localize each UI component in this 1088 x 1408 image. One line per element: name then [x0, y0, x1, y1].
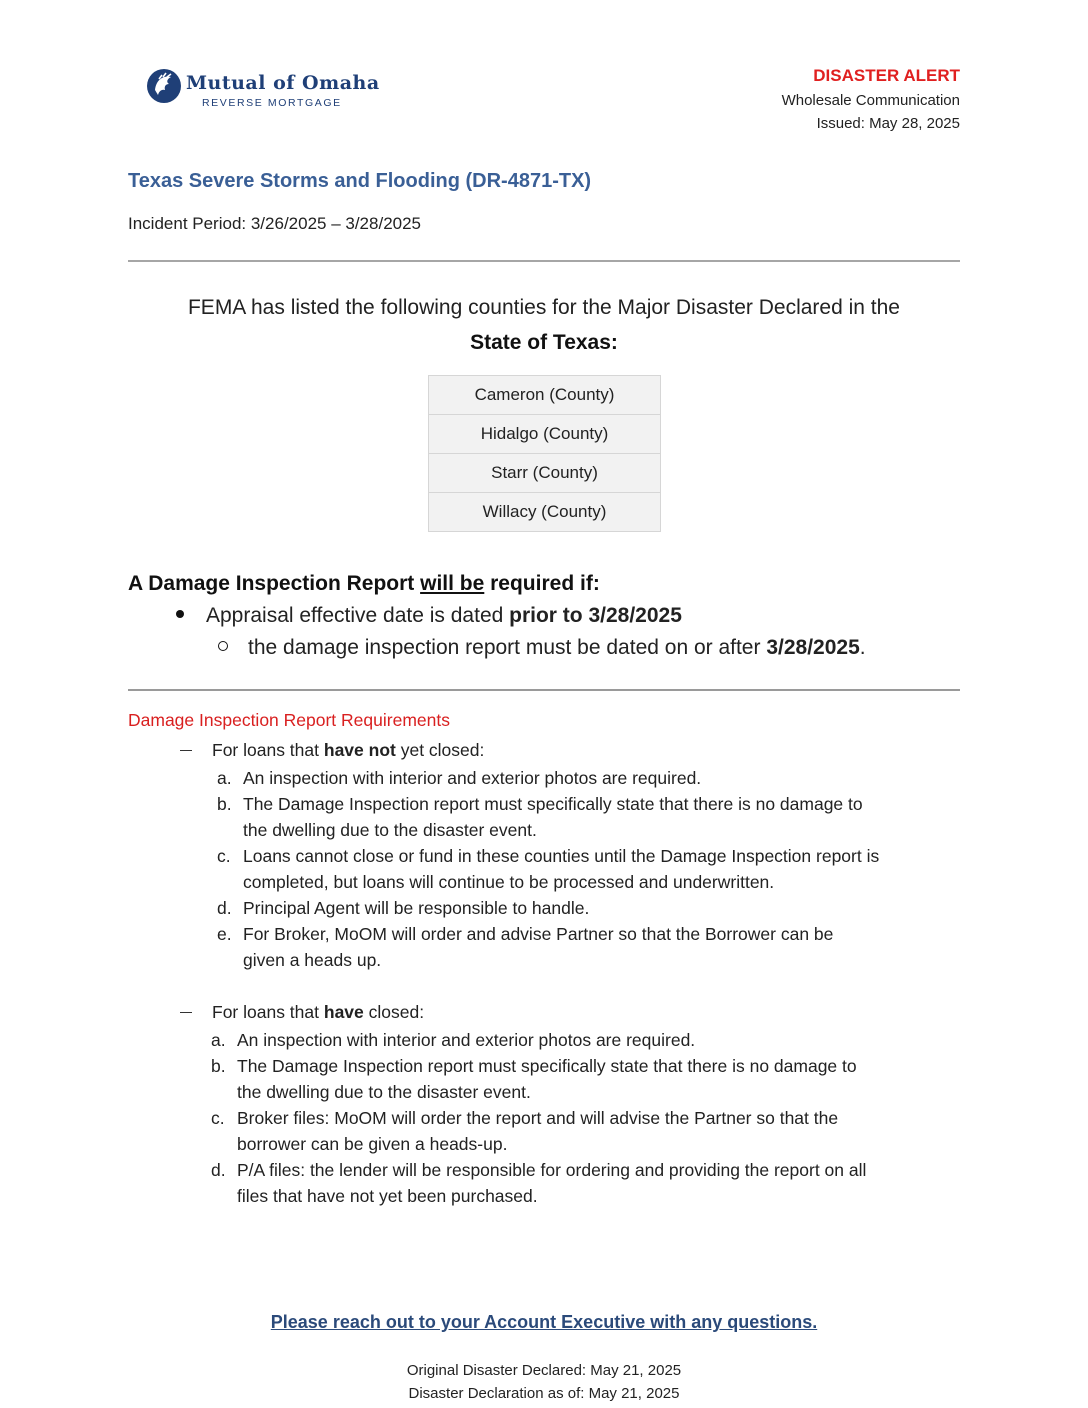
original-declared-date: Original Disaster Declared: May 21, 2025 [406, 1362, 682, 1379]
bullet-icon [176, 610, 184, 618]
list-item [217, 765, 701, 791]
dir-subcondition [218, 636, 866, 660]
communication-type: Wholesale Communication [781, 92, 960, 109]
item-letter: a. [217, 768, 232, 788]
lion-logo-icon [146, 68, 182, 104]
item-letter: b. [211, 1056, 226, 1076]
list-item [217, 843, 879, 895]
logo-brand-text: Mutual of Omaha [186, 72, 380, 94]
county-table [428, 375, 661, 532]
item-text-cont: the dwelling due to the disaster event. [237, 1082, 531, 1102]
dash-icon [180, 750, 192, 751]
dir-heading [128, 572, 600, 596]
list-item [217, 921, 833, 973]
county-cell: Hidalgo (County) [429, 415, 661, 454]
item-text-cont: files that have not yet been purchased. [237, 1186, 538, 1206]
table-row [429, 376, 661, 415]
item-text: The Damage Inspection report must specifically state that there is no damage to [237, 1056, 857, 1076]
intro-bold: have [323, 1002, 364, 1022]
county-cell: Willacy (County) [429, 493, 661, 532]
item-letter: c. [217, 846, 231, 866]
item-letter: d. [211, 1160, 226, 1180]
dir-subcondition-text: the damage inspection report must be dated on or after [248, 636, 767, 659]
fema-statement: FEMA has listed the following counties for the Major Disaster Declared in the [187, 296, 900, 319]
table-row [429, 454, 661, 493]
intro-text: For loans that [212, 740, 324, 760]
item-text-cont: borrower can be given a heads-up. [237, 1134, 508, 1154]
item-letter: a. [211, 1030, 226, 1050]
item-letter: d. [217, 898, 232, 918]
list-item [217, 895, 589, 921]
event-title: Texas Severe Storms and Flooding (DR-4871-TX) [128, 170, 592, 192]
dir-condition-date: prior to 3/28/2025 [509, 604, 682, 627]
item-letter: c. [211, 1108, 225, 1128]
dir-condition-text: Appraisal effective date is dated [206, 604, 510, 627]
dir-condition [176, 604, 682, 628]
declaration-as-of-date: Disaster Declaration as of: May 21, 2025 [408, 1385, 680, 1402]
table-row [429, 415, 661, 454]
company-logo [146, 66, 380, 116]
closed-intro [180, 1002, 424, 1023]
incident-period: Incident Period: 3/26/2025 – 3/28/2025 [128, 214, 422, 233]
item-text: Loans cannot close or fund in these counties until the Damage Inspection report is [243, 846, 880, 866]
alert-title: DISASTER ALERT [813, 66, 960, 85]
item-text: An inspection with interior and exterior photos are required. [237, 1030, 696, 1050]
divider [128, 260, 960, 262]
list-item [211, 1105, 838, 1157]
contact-note-text: Please reach out to your Account Executive with any questions. [270, 1312, 818, 1332]
county-cell: Cameron (County) [429, 376, 661, 415]
divider [128, 689, 960, 691]
contact-note [128, 1312, 960, 1333]
requirements-title: Damage Inspection Report Requirements [128, 710, 450, 730]
dir-heading-post: required if: [484, 572, 600, 595]
list-item [217, 791, 863, 843]
list-item [211, 1157, 866, 1209]
intro-text-end: yet closed: [395, 740, 485, 760]
item-text: Broker files: MoOM will order the report and will advise the Partner so that the [237, 1108, 839, 1128]
item-text-cont: given a heads up. [243, 950, 382, 970]
intro-bold: have not [323, 740, 396, 760]
dir-subcondition-date: 3/28/2025 [766, 636, 860, 659]
item-letter: b. [217, 794, 232, 814]
intro-text: For loans that [212, 1002, 324, 1022]
dash-icon [180, 1012, 192, 1013]
list-item [211, 1053, 857, 1105]
list-item [211, 1027, 695, 1053]
county-cell: Starr (County) [429, 454, 661, 493]
dir-heading-pre: A Damage Inspection Report [128, 572, 421, 595]
intro-text-end: closed: [363, 1002, 425, 1022]
fema-state: State of Texas: [470, 331, 618, 354]
item-text: Principal Agent will be responsible to handle. [243, 898, 590, 918]
issued-date: Issued: May 28, 2025 [816, 115, 960, 132]
item-text-cont: the dwelling due to the disaster event. [243, 820, 537, 840]
item-text: The Damage Inspection report must specifically state that there is no damage to [243, 794, 863, 814]
item-letter: e. [217, 924, 232, 944]
item-text-cont: completed, but loans will continue to be processed and underwritten. [243, 872, 775, 892]
circle-bullet-icon [218, 641, 228, 651]
dir-heading-underlined: will be [420, 572, 485, 595]
not-closed-intro [180, 740, 484, 761]
dir-subcondition-end: . [859, 636, 866, 659]
item-text: An inspection with interior and exterior photos are required. [243, 768, 702, 788]
item-text: For Broker, MoOM will order and advise Partner so that the Borrower can be [243, 924, 834, 944]
logo-sub-text: REVERSE MORTGAGE [202, 97, 342, 109]
item-text: P/A files: the lender will be responsible for ordering and providing the report on all [237, 1160, 867, 1180]
table-row [429, 493, 661, 532]
